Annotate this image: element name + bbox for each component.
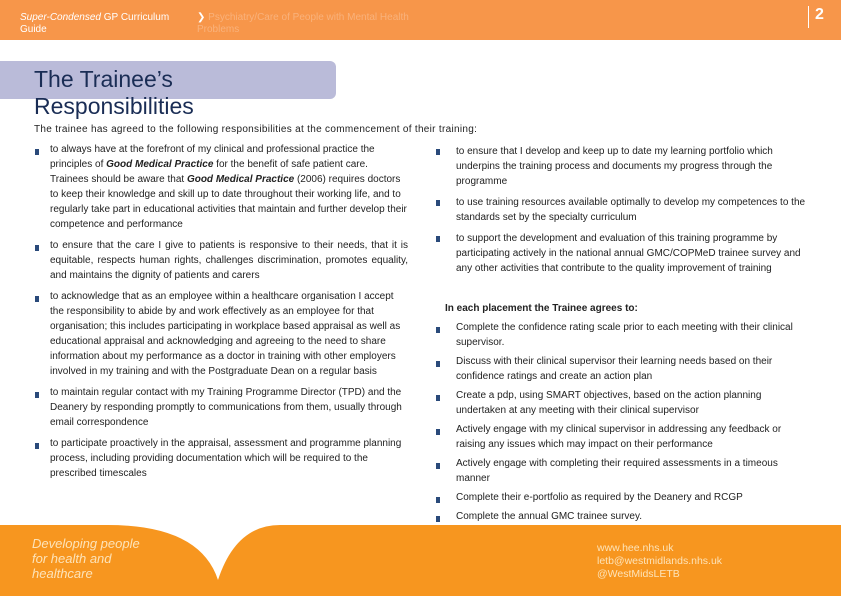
item-text: Complete the annual GMC trainee survey. [456, 511, 643, 522]
footer-tagline [32, 536, 140, 581]
item-text: Actively engage with completing their required assessments in a timeous manner [456, 458, 778, 484]
bullet-icon [436, 429, 440, 435]
bullet-icon [436, 200, 440, 206]
right-responsibilities-list [456, 144, 806, 282]
list-item [456, 456, 806, 486]
list-item [456, 195, 806, 225]
list-item [50, 436, 408, 481]
list-item [456, 231, 806, 276]
list-item [50, 238, 408, 283]
bullet-icon [436, 361, 440, 367]
item-text: Complete their e-portfolio as required by the Deanery and RCGP [456, 492, 743, 503]
list-item [456, 509, 806, 524]
section-label: Psychiatry/Care of People with Mental Health Problems [197, 12, 409, 35]
bullet-icon [35, 296, 39, 302]
item-text: to support the development and evaluation of this training programme by participating actively in the national annual GMC/COPMeD trainee survey and any other activities that contribute to the quality improvement of training [456, 233, 801, 274]
bullet-icon [35, 392, 39, 398]
item-text: Actively engage with my clinical supervisor in addressing any feedback or raising any issues which may impact on their performance [456, 424, 782, 450]
bullet-icon [35, 245, 39, 251]
item-text: Discuss with their clinical supervisor their learning needs based on their confidence ratings and create an action plan [456, 356, 773, 382]
bullet-icon [436, 236, 440, 242]
bullet-icon [436, 516, 440, 522]
list-item [456, 354, 806, 384]
chevron-right-icon: ❯ [197, 12, 209, 23]
page-number: 2 [808, 6, 824, 28]
tagline-line: healthcare [32, 566, 93, 581]
list-item [50, 289, 408, 379]
item-text: Create a pdp, using SMART objectives, based on the action planning undertaken at any meeting with their clinical supervisor [456, 390, 762, 416]
page-title: The Trainee’s Responsibilities [34, 66, 194, 119]
item-text: Complete the confidence rating scale prior to each meeting with their clinical supervisor. [456, 322, 793, 348]
item-text: to ensure that I develop and keep up to date my learning portfolio which underpins the training process and documents my progress through the programme [456, 146, 773, 187]
footer-contacts [597, 542, 722, 581]
guide-title-rest: GP Curriculum Guide [20, 12, 170, 35]
item-text: to ensure that the care I give to patients is responsive to their needs, that it is equitable, respects human rights, challenges discrimination, promotes equality, and maintains the dignity of patients and carers [50, 240, 408, 281]
bullet-icon [436, 149, 440, 155]
list-item [456, 388, 806, 418]
bullet-icon [436, 497, 440, 503]
list-item [456, 422, 806, 452]
list-item [50, 142, 408, 232]
bullet-icon [436, 395, 440, 401]
left-responsibilities-list [50, 142, 408, 487]
bullet-icon [35, 443, 39, 449]
item-text: to always have at the forefront of my clinical and professional practice the principles of Good Medical Practice for the benefit of safe patient care. Trainees should be aware that Good Medical Practice (2006) requires doctors to keep their knowledge and skill up to date throughout their working life, and to regularly take part in educational activities that maintain and further develop their competence and performance [50, 144, 407, 230]
intro-text: The trainee has agreed to the following responsibilities at the commencement of their training: [34, 124, 478, 135]
tagline-line: Developing people [32, 536, 140, 551]
item-text: to use training resources available optimally to develop my competences to the standards set by the specialty curriculum [456, 197, 806, 223]
list-item [456, 144, 806, 189]
item-text: to participate proactively in the appraisal, assessment and programme planning process, including providing documentation which will be required to the prescribed timescales [50, 438, 402, 479]
bullet-icon [436, 463, 440, 469]
list-item [456, 320, 806, 350]
item-text: to acknowledge that as an employee within a healthcare organisation I accept the responsibility to abide by and work effectively as an employee for that organisation; this includes participating in workplace based appraisal as well as educational appraisal and acknowledging and agreeing to the need to share information about my performance as a doctor in training with other employers involved in my training and with the Postgraduate Dean on a regular basis [50, 291, 401, 377]
guide-title-italic: Super-Condensed [20, 12, 101, 23]
item-text: to maintain regular contact with my Training Programme Director (TPD) and the Deanery by responding promptly to communications from them, usually through email correspondence [50, 387, 402, 428]
website-link[interactable]: www.hee.nhs.uk [597, 542, 674, 554]
placement-heading: In each placement the Trainee agrees to: [445, 303, 638, 314]
list-item [456, 490, 806, 505]
tagline-line: for health and [32, 551, 112, 566]
bullet-icon [35, 149, 39, 155]
bullet-icon [436, 327, 440, 333]
email-link[interactable]: letb@westmidlands.nhs.uk [597, 555, 723, 567]
twitter-link[interactable]: @WestMidsLETB [597, 568, 680, 580]
section-breadcrumb [197, 12, 427, 36]
list-item [50, 385, 408, 430]
guide-title [20, 12, 190, 36]
placement-list [456, 320, 806, 528]
